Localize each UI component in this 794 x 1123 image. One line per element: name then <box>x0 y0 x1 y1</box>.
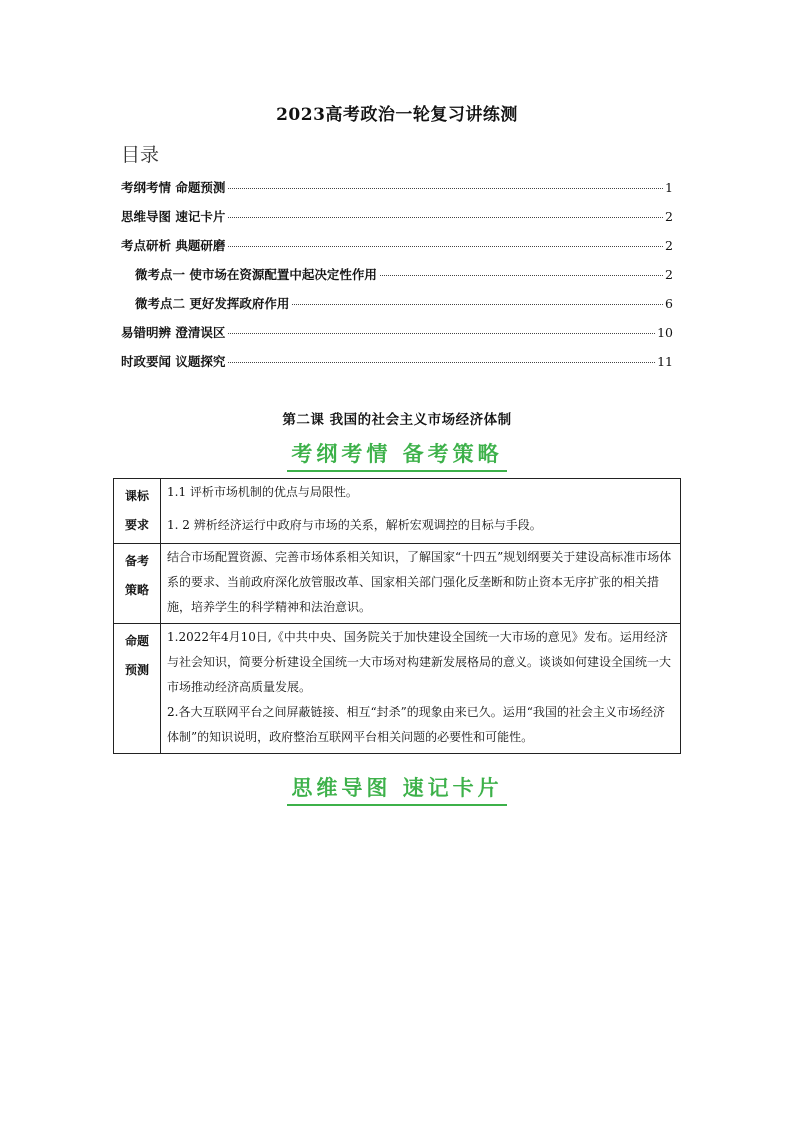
section-banner <box>0 438 794 472</box>
content-line: 1. 2 辨析经济运行中政府与市场的关系，解析宏观调控的目标与手段。 <box>167 518 542 532</box>
table-of-contents <box>121 178 673 381</box>
toc-entry-label: 考纲考情 命题预测 <box>121 180 226 195</box>
row-header-line: 课标 <box>124 489 149 503</box>
row-content <box>161 624 681 754</box>
row-header <box>114 479 161 544</box>
lesson-title: 第二课 我国的社会主义市场经济体制 <box>282 412 512 428</box>
content-line: 1.1 评析市场机制的优点与局限性。 <box>167 485 358 499</box>
row-header <box>114 624 161 754</box>
toc-leader-dots <box>228 188 663 189</box>
section-banner-text: 考纲考情 备考策略 <box>287 438 506 472</box>
toc-entry-page: 11 <box>657 354 673 369</box>
toc-entry-label: 微考点一 使市场在资源配置中起决定性作用 <box>135 267 377 282</box>
row-header-line: 预测 <box>124 663 149 677</box>
toc-entry[interactable] <box>121 323 673 352</box>
row-content <box>161 544 681 624</box>
toc-entry-page: 1 <box>665 180 673 195</box>
table-row <box>114 479 681 544</box>
row-header <box>114 544 161 624</box>
toc-leader-dots <box>228 362 655 363</box>
toc-entry-label: 思维导图 速记卡片 <box>121 209 226 224</box>
content-line: 2.各大互联网平台之间屏蔽链接、相互“封杀”的现象由来已久。运用“我国的社会主义市场经济体制”的知识说明，政府整治互联网平台相关问题的必要性和可能性。 <box>167 705 665 744</box>
table-row <box>114 544 681 624</box>
toc-entry-label: 易错明辨 澄清误区 <box>121 325 226 340</box>
toc-entry-page: 2 <box>665 267 673 282</box>
toc-entry[interactable] <box>121 207 673 236</box>
toc-entry-label: 考点研析 典题研磨 <box>121 238 226 253</box>
row-header-line: 要求 <box>124 518 149 532</box>
toc-leader-dots <box>228 217 663 218</box>
row-header-line: 命题 <box>124 634 149 648</box>
toc-entry-page: 6 <box>665 296 673 311</box>
syllabus-table <box>113 478 681 754</box>
toc-leader-dots <box>228 333 655 334</box>
section-banner-text: 思维导图 速记卡片 <box>287 772 506 806</box>
section-banner <box>0 772 794 806</box>
toc-heading: 目录 <box>121 144 160 166</box>
content-line: 1.2022年4月10日,《中共中央、国务院关于加快建设全国统一大市场的意见》发布。运用经济与社会知识，简要分析建设全国统一大市场对构建新发展格局的意义。谈谈如何建设全国统一大市场推动经济高质量发展。 <box>167 630 672 694</box>
row-content <box>161 479 681 544</box>
row-header-line: 策略 <box>124 583 149 597</box>
toc-leader-dots <box>380 275 663 276</box>
toc-subentry[interactable] <box>121 265 673 294</box>
toc-entry[interactable] <box>121 352 673 381</box>
toc-entry[interactable] <box>121 178 673 207</box>
toc-entry-page: 2 <box>665 238 673 253</box>
toc-entry[interactable] <box>121 236 673 265</box>
toc-leader-dots <box>292 304 663 305</box>
row-header-line: 备考 <box>124 554 149 568</box>
toc-leader-dots <box>228 246 663 247</box>
toc-entry-label: 时政要闻 议题探究 <box>121 354 226 369</box>
content-line: 结合市场配置资源、完善市场体系相关知识，了解国家“十四五”规划纲要关于建设高标准市场体系的要求、当前政府深化放管服改革、国家相关部门强化反垄断和防止资本无序扩张的相关措施，培养学生的科学精神和法治意识。 <box>167 550 672 614</box>
page-title: 2023高考政治一轮复习讲练测 <box>276 105 518 125</box>
toc-subentry[interactable] <box>121 294 673 323</box>
toc-entry-page: 2 <box>665 209 673 224</box>
toc-entry-label: 微考点二 更好发挥政府作用 <box>135 296 290 311</box>
table-row <box>114 624 681 754</box>
toc-entry-page: 10 <box>657 325 673 340</box>
